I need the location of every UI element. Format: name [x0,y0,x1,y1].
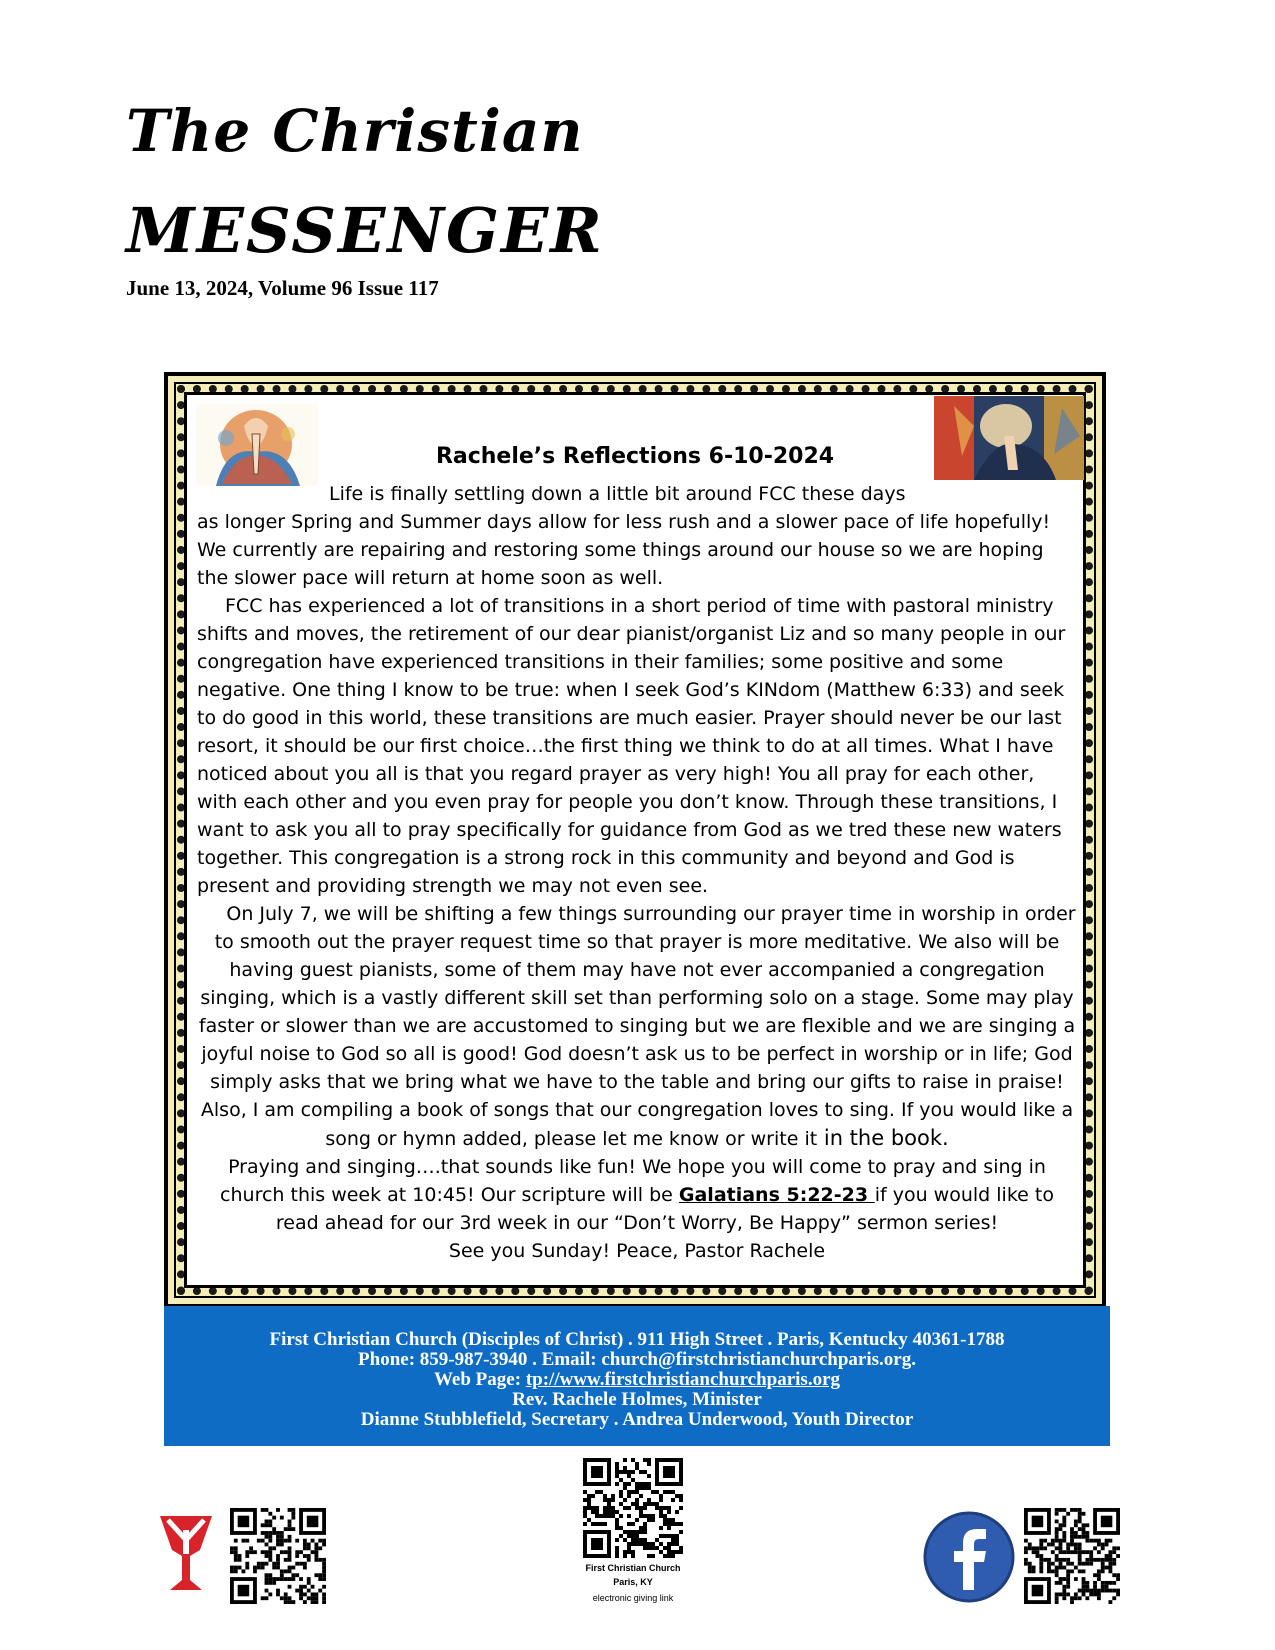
church-contact: Phone: 859-987-3940 . Email: church@firstchristianchurchparis.org. [358,1349,916,1370]
disciples-chalice-icon [154,1510,218,1598]
article-p2: FCC has experienced a lot of transitions in a short period of time with pastoral ministry shifts and moves, the retirement of our dear pianist/organist Liz and so many people in our congregation have experienced transitions in their families; some positive and some negative. One thing I know to be true: when I seek God’s KINdom (Matthew 6:33) and seek to do good in this world, these transitions are much easier. Prayer should never be our last resort, it should be our first choice…the first thing we think to do at all times. What I have noticed about you all is that you regard prayer as very high! You all pray for each other, with each other and you even pray for people you don’t know. Through these transitions, I want to ask you all to pray specifically for guidance from God as we tred these new waters together. This congregation is a strong rock in this community and beyond and God is present and providing strength we may not even see. [197,595,1066,897]
qr-caption-giving: electronic giving link [592,1593,674,1603]
staff-line: Dianne Stubblefield, Secretary . Andrea Underwood, Youth Director [360,1409,914,1430]
qr-code-right[interactable] [1024,1508,1120,1604]
article-p4-text-b: if you would like to read ahead for our 3rd week in our “Don’t Worry, Be Happy” sermon series! [275,1184,1054,1234]
scripture-link[interactable]: Galatians 5:22-23 [678,1184,875,1206]
article-signoff: See you Sunday! Peace, Pastor Rachele [448,1240,826,1262]
issue-line: June 13, 2024, Volume 96 Issue 117 [126,276,439,300]
qr-code-left[interactable] [230,1508,326,1604]
article-p3-text: On July 7, we will be shifting a few things surrounding our prayer time in worship in order to smooth out the prayer request time so that prayer is more meditative. We also will be having guest pianists, some of them may have not ever accompanied a congregation singing, which is a vastly different skill set than performing solo on a stage. Some may play faster or slower than we are accustomed to singing but we are flexible and we are singing a joyful noise to God so all is good! God doesn’t ask us to be perfect in worship or in life; God simply asks that we bring what we have to the table and bring our gifts to raise in praise! Also, I am compiling a book of songs that our congregation loves to sing. If you would like a song or hymn added, please let me know or write it [198,903,1076,1150]
article-paragraph-2 [197,592,1077,900]
qr-caption-location: Paris, KY [613,1577,653,1587]
church-info-band [164,1306,1110,1446]
article-p3 [197,900,1077,1153]
qr-code-giving[interactable] [583,1458,683,1558]
church-web [164,1370,1110,1390]
article-p1-line1: Life is finally settling down a little bit around FCC these days [329,483,906,505]
web-label: Web Page: [433,1369,526,1390]
article-p3-emphasis: in the book. [817,1126,949,1150]
minister-line: Rev. Rachele Holmes, Minister [512,1389,762,1410]
qr-caption-church: First Christian Church [585,1563,681,1573]
article-paragraph-3 [197,900,1077,1265]
masthead-title-line2: MESSENGER [126,194,604,267]
article-p4-text-a: Praying and singing….that sounds like fun! We hope you will come to pray and sing in church this week at 10:45! Our scripture will be [220,1156,1046,1206]
article-p1-rest: as longer Spring and Summer days allow for less rush and a slower pace of life hopefully! We currently are repairing and restoring some things around our house so we are hoping the slower pace will return at home soon as well. [197,511,1051,589]
web-link[interactable]: tp://www.firstchristianchurchparis.org [525,1369,841,1390]
article-p4 [197,1153,1077,1237]
facebook-icon[interactable] [922,1510,1016,1604]
church-address: First Christian Church (Disciples of Christ) . 911 High Street . Paris, Kentucky 40361-1788 [269,1329,1005,1350]
article-paragraph-1 [197,480,1077,592]
masthead-title-line1: The Christian [126,97,584,165]
article-title: Rachele’s Reflections 6-10-2024 [435,444,835,469]
